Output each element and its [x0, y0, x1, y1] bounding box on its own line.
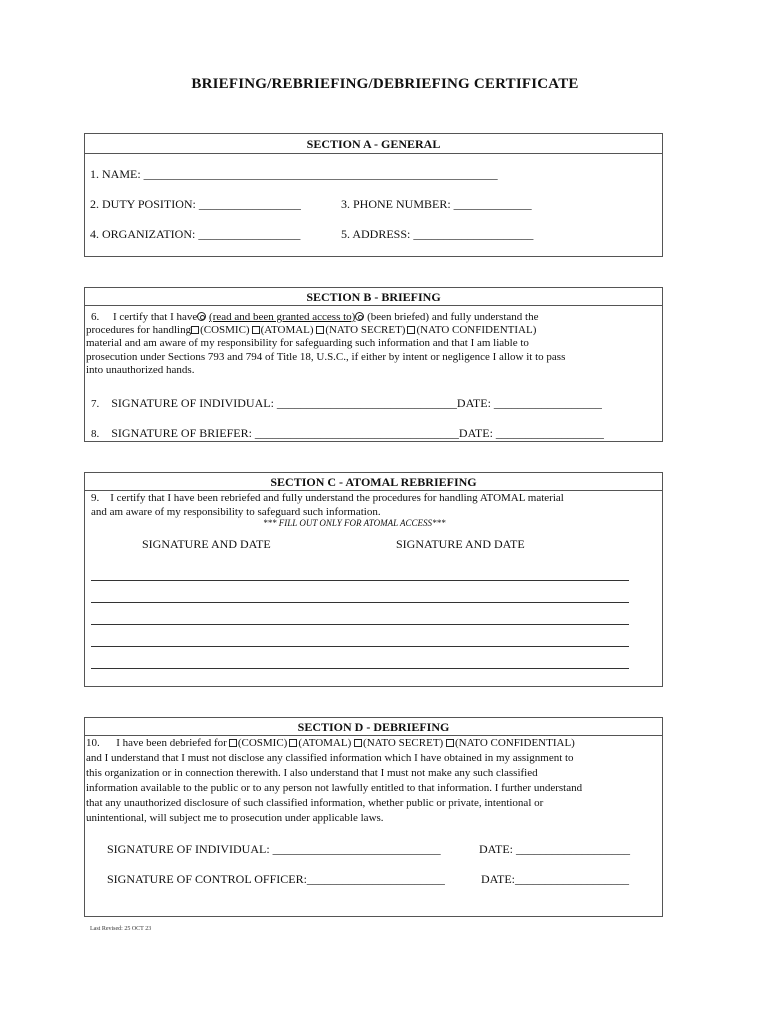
nato-confidential-checkbox-d[interactable] — [446, 739, 454, 747]
briefer-signature-field[interactable] — [91, 426, 604, 441]
signature-line-5[interactable] — [91, 668, 629, 669]
signature-line-4[interactable] — [91, 646, 629, 647]
section-d-header: SECTION D - DEBRIEFING — [297, 720, 450, 734]
read-access-radio[interactable] — [197, 312, 206, 321]
nato-confidential-checkbox-b[interactable] — [407, 326, 415, 334]
signature-line-3[interactable] — [91, 624, 629, 625]
cosmic-checkbox-b[interactable] — [191, 326, 199, 334]
item-6-line-4: prosecution under Sections 793 and 794 of Title 18, U.S.C., if either by intent or negligence I allow it to pass — [86, 351, 566, 363]
cosmic-checkbox-d[interactable] — [229, 739, 237, 747]
section-b-briefing — [84, 287, 663, 442]
signature-line-1[interactable] — [91, 580, 629, 581]
signature-date-label-left: SIGNATURE AND DATE — [142, 537, 271, 551]
item-10-line-3: this organization or in connection therewith. I also understand that I must not make any such classified — [86, 767, 538, 779]
item-10-number: 10. — [86, 737, 100, 749]
section-a-divider — [85, 153, 662, 154]
control-officer-date-field[interactable]: DATE:___________________ — [481, 872, 629, 886]
procedures-lead: procedures for handling — [86, 324, 192, 336]
organization-field[interactable]: 4. ORGANIZATION: _________________ — [90, 227, 301, 241]
cosmic-label-d: (COSMIC) — [237, 737, 288, 749]
cosmic-label-b: (COSMIC) — [200, 324, 250, 336]
section-a-general — [84, 133, 663, 257]
atomal-checkbox-b[interactable] — [252, 326, 260, 334]
item-8-number: 8. — [91, 428, 100, 440]
item-6-line-1 — [91, 311, 538, 323]
section-d-divider — [85, 735, 662, 736]
name-field[interactable]: 1. NAME: ___________________________________________________________ — [90, 167, 498, 181]
document-title: BRIEFING/REBRIEFING/DEBRIEFING CERTIFICATE — [191, 76, 579, 92]
item-9-line-2: and am aware of my responsibility to safeguard such information. — [91, 506, 381, 518]
section-c-header: SECTION C - ATOMAL REBRIEFING — [270, 475, 477, 489]
duty-position-field[interactable]: 2. DUTY POSITION: _________________ — [90, 197, 301, 211]
item-9-text-1: I certify that I have been rebriefed and fully understand the procedures for handling ATOMAL material — [110, 492, 564, 504]
item-10-line-1 — [86, 737, 575, 749]
atomal-checkbox-d[interactable] — [289, 739, 297, 747]
address-field[interactable]: 5. ADDRESS: ____________________ — [341, 227, 534, 241]
section-b-header: SECTION B - BRIEFING — [306, 290, 441, 304]
atomal-label-d: (ATOMAL) — [298, 737, 352, 749]
briefed-label: (been briefed) — [367, 311, 430, 323]
item-9-line-1 — [91, 492, 564, 504]
item-10-line-6: unintentional, will subject me to prosecution under applicable laws. — [86, 812, 384, 824]
nato-confidential-label-b: (NATO CONFIDENTIAL) — [416, 324, 537, 336]
nato-secret-checkbox-d[interactable] — [354, 739, 362, 747]
debrief-individual-date-field[interactable]: DATE: ___________________ — [479, 842, 630, 856]
item-6-tail: and fully understand the — [431, 311, 539, 323]
nato-secret-checkbox-b[interactable] — [316, 326, 324, 334]
item-7-number: 7. — [91, 398, 100, 410]
signature-line-2[interactable] — [91, 602, 629, 603]
individual-signature-field[interactable] — [91, 396, 602, 411]
briefed-radio[interactable] — [355, 312, 364, 321]
item-10-lead: I have been debriefed for — [116, 737, 227, 749]
item-6-lead: I certify that I have — [113, 311, 198, 323]
control-officer-signature-field[interactable]: SIGNATURE OF CONTROL OFFICER:_______________________ — [107, 872, 445, 886]
item-6-line-3: material and am aware of my responsibility for safeguarding such information and that I am liable to — [86, 337, 529, 349]
atomal-label-b: (ATOMAL) — [260, 324, 314, 336]
nato-secret-label-b: (NATO SECRET) — [325, 324, 406, 336]
item-10-line-5: that any unauthorized disclosure of such classified information, whether public or private, intentional or — [86, 797, 544, 809]
section-d-debriefing — [84, 717, 663, 917]
section-c-divider — [85, 490, 662, 491]
item-6-number: 6. — [91, 311, 100, 323]
item-8-text: SIGNATURE OF BRIEFER: __________________________________DATE: __________________ — [111, 426, 604, 440]
item-7-text: SIGNATURE OF INDIVIDUAL: ______________________________DATE: __________________ — [111, 396, 602, 410]
section-a-header: SECTION A - GENERAL — [306, 137, 441, 151]
atomal-note: *** FILL OUT ONLY FOR ATOMAL ACCESS*** — [263, 518, 446, 528]
phone-number-field[interactable]: 3. PHONE NUMBER: _____________ — [341, 197, 532, 211]
item-9-number: 9. — [91, 492, 100, 504]
last-revised-footer: Last Revised: 25 OCT 23 — [90, 926, 152, 932]
read-access-label: (read and been granted access to) — [209, 311, 356, 323]
section-b-divider — [85, 305, 662, 306]
nato-confidential-label-d: (NATO CONFIDENTIAL) — [454, 737, 575, 749]
signature-date-label-right: SIGNATURE AND DATE — [396, 537, 525, 551]
item-6-line-2 — [86, 324, 536, 336]
debrief-individual-signature-field[interactable]: SIGNATURE OF INDIVIDUAL: ____________________________ — [107, 842, 441, 856]
nato-secret-label-d: (NATO SECRET) — [363, 737, 444, 749]
section-c-atomal-rebriefing — [84, 472, 663, 687]
item-10-line-2: and I understand that I must not disclose any classified information which I have obtained in my assignment to — [86, 752, 574, 764]
item-10-line-4: information available to the public or to any person not lawfully entitled to that information. I further understand — [86, 782, 583, 794]
item-6-line-5: into unauthorized hands. — [86, 364, 195, 376]
